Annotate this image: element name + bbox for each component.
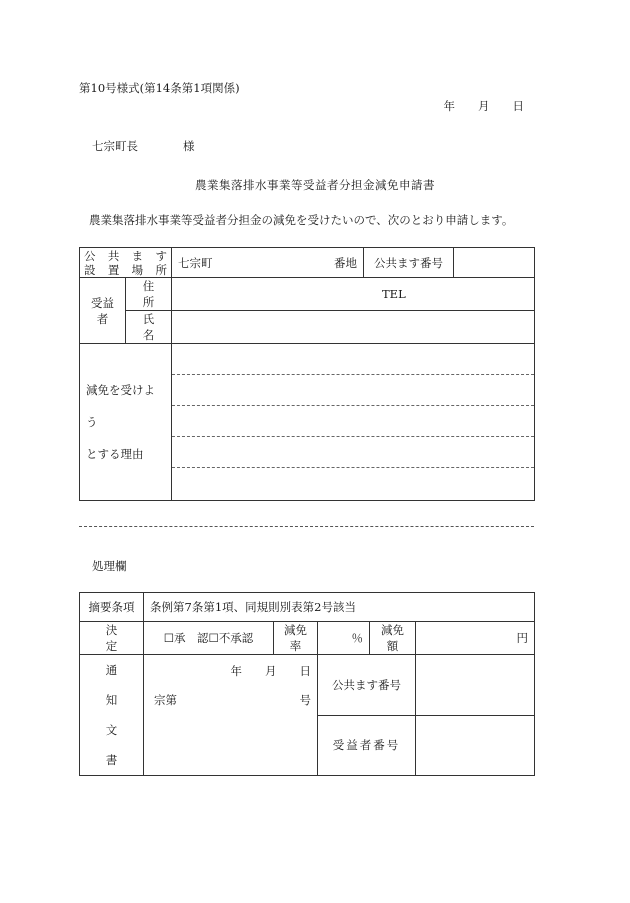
address-suffix: 番地 — [334, 255, 357, 270]
reason-line[interactable] — [172, 375, 534, 406]
decision-options — [144, 622, 274, 655]
reject-checkbox[interactable]: ☐ — [208, 631, 219, 645]
reason-line[interactable] — [172, 344, 534, 375]
document-title: 農業集落排水事業等受益者分担金減免申請書 — [195, 178, 435, 192]
summary-value: 条例第7条第1項、同規則別表第2号該当 — [144, 593, 535, 622]
notice-suffix: 号 — [299, 693, 311, 707]
intro-text: 農業集落排水事業等受益者分担金の減免を受けたいので、次のとおり申請します。 — [89, 213, 514, 227]
cut-line — [79, 526, 534, 527]
basin-location-field[interactable] — [172, 248, 364, 278]
reason-field[interactable] — [172, 344, 535, 501]
processing-section-label: 処理欄 — [92, 559, 127, 573]
processing-basin-number-field[interactable] — [416, 655, 535, 716]
reduction-amount-field[interactable]: 円 — [416, 622, 535, 655]
reject-label: 不承認 — [218, 631, 254, 645]
beneficiary-number-field[interactable] — [416, 715, 535, 776]
tel-label: TEL — [382, 287, 406, 301]
processing-basin-number-label: 公共ます番号 — [318, 655, 416, 716]
address-field[interactable] — [172, 278, 535, 311]
reason-line[interactable] — [172, 468, 534, 499]
summary-label: 摘要条項 — [80, 593, 144, 622]
notice-prefix: 宗第 — [154, 693, 177, 707]
application-table — [79, 247, 535, 501]
addressee-honorific: 様 — [183, 139, 195, 153]
reduction-rate-label: 減免率 — [274, 622, 318, 655]
notice-date: 年 月 日 — [230, 664, 311, 678]
reason-label: 減免を受けよう とする理由 — [80, 344, 172, 501]
address-label: 住 所 — [126, 278, 172, 311]
notice-field[interactable] — [144, 655, 318, 776]
form-number: 第10号様式(第14条第1項関係) — [79, 81, 240, 95]
reason-line[interactable] — [172, 437, 534, 468]
basin-location-label: 公 共 ま す 設 置 場 所 — [80, 248, 172, 278]
reduction-rate-field[interactable]: ％ — [318, 622, 370, 655]
town-name: 七宗町 — [178, 255, 213, 270]
beneficiary-number-label: 受益者番号 — [318, 715, 416, 776]
basin-number-field[interactable] — [454, 248, 535, 278]
approve-checkbox[interactable]: ☐ — [163, 631, 174, 645]
notice-label: 通 知 文 書 — [80, 655, 144, 776]
basin-number-label: 公共ます番号 — [364, 248, 454, 278]
beneficiary-label: 受益者 — [80, 278, 126, 344]
name-label: 氏 名 — [126, 311, 172, 344]
reduction-amount-label: 減免額 — [370, 622, 416, 655]
name-field[interactable] — [172, 311, 535, 344]
date-label: 年 月 日 — [443, 99, 524, 113]
processing-table — [79, 592, 535, 776]
addressee-title: 七宗町長 — [92, 139, 138, 153]
decision-label: 決 定 — [80, 622, 144, 655]
approve-label: 承 認 — [174, 631, 209, 645]
reason-line[interactable] — [172, 406, 534, 437]
